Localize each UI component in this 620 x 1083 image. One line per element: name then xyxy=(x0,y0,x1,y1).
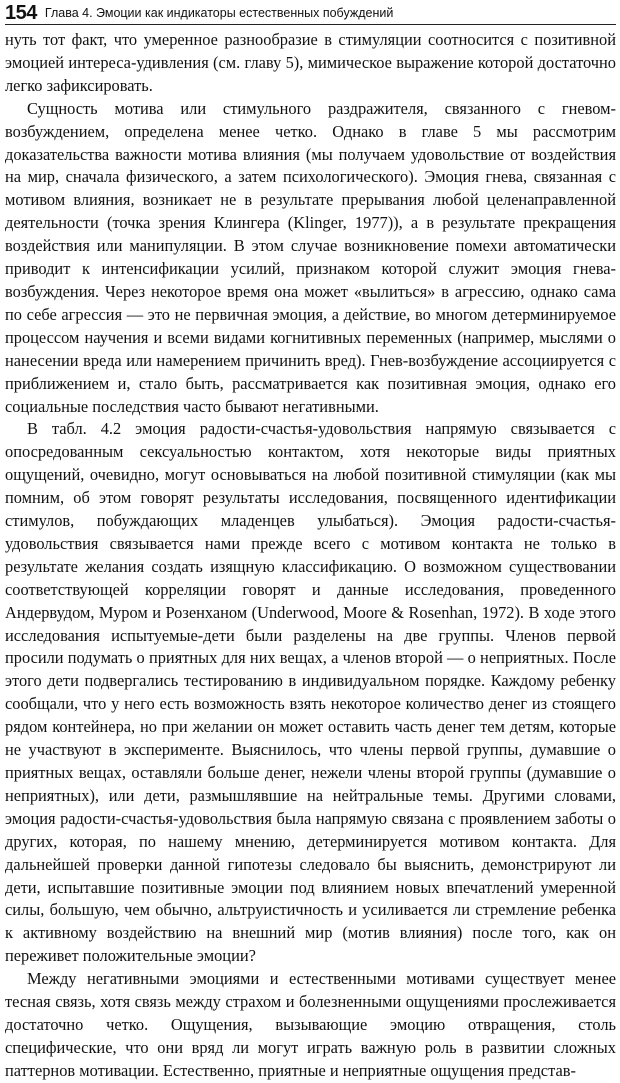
paragraph-negative-emotions: Между негативными эмоциями и естественными мотивами существует менее тесная связь, хотя связь между страхом и болезненными ощущениями прослеживается достаточно четко. Ощущения, вызывающие эмоцию отвращения, столь специфические, что они вряд ли могут играть важную роль в развитии сложных паттернов мотивации. Естественно, приятные и неприятные ощущения представ- xyxy=(5,969,616,1080)
paragraph-joy-contact: В табл. 4.2 эмоция радости-счастья-удовольствия напрямую связывается с опосредованным сексуальностью контактом, хотя некоторые виды приятных ощущений, очевидно, могут основываться на любой позитивной стимуляции (как мы помним, об этом говорят результаты исследования, посвященного идентификации стимулов, побуждающих младенцев улыбаться). Эмоция радости-счастья-удовольствия связывается нами прежде всего с мотивом контакта не только в результате желания создать изящную классификацию. О возможном существовании соответствующей корреляции говорят и данные исследования, проведенного Андервудом, Муром и Розенханом (Underwood, Moore & Rosenhan, 1972). В ходе этого исследования испытуемые-дети были разделены на две группы. Членов первой просили подумать о приятных для них вещах, а членов второй — о неприятных. После этого дети подвергались тестированию в индивидуальном порядке. Каждому ребенку сообщали, что у него есть возможность взять некоторое количество денег из стоящего рядом контейнера, но при желании он может оставить часть денег тем детям, которые не участвуют в эксперименте. Выяснилось, что члены первой группы, думавшие о приятных вещах, оставляли больше денег, нежели члены второй группы (думавшие о неприятных), или дети, размышлявшие на нейтральные темы. Другими словами, эмоция радости-счастья-удовольствия была напрямую связана с проявлением заботы о других, которая, по нашему мнению, детерминируется мотивом контакта. Для дальнейшей проверки данной гипотезы следовало бы выяснить, демонстрируют ли дети, испытавшие позитивные эмоции под влиянием новых впечатлений умеренной силы, большую, чем обычно, альтруистичность и усиливается ли стремление ребенка к активному воздействию на внешний мир (мотив влияния) после того, как он переживет положительные эмоции? xyxy=(5,419,616,966)
body-text xyxy=(5,29,616,1083)
page-number: 154 xyxy=(5,2,37,24)
paragraph-continuation: нуть тот факт, что умеренное разнообразие в стимуляции соотносится с позитивной эмоцией интереса-удивления (см. главу 5), мимическое выражение которой достаточно легко зафиксировать. xyxy=(5,30,616,95)
paragraph-anger-motive: Сущность мотива или стимульного раздражителя, связанного с гневом-возбуждением, определена менее четко. Однако в главе 5 мы рассмотрим доказательства важности мотива влияния (мы получаем удовольствие от воздействия на мир, сначала физического, а затем психологического). Эмоция гнева, связанная с мотивом влияния, возникает не в результате прерывания любой целенаправленной деятельности (точка зрения Клингера (Klinger, 1977)), а в результате прекращения воздействия или манипуляции. В этом случае возникновение помехи автоматически приводит к интенсификации усилий, признаком которой служит эмоция гнева-возбуждения. Через некоторое время она может «вылиться» в агрессию, однако сама по себе агрессия — это не первичная эмоция, а действие, во многом детерминируемое процессом научения и всеми видами когнитивных переменных (например, мыслями о нанесении вреда или намерением причинить вред). Гнев-возбуждение ассоциируется с приближением и, стало быть, рассматривается как позитивная эмоция, однако его социальные последствия часто бывают негативными. xyxy=(5,98,616,416)
chapter-title: Глава 4. Эмоции как индикаторы естественных побуждений xyxy=(44,6,394,20)
running-head xyxy=(5,0,616,25)
